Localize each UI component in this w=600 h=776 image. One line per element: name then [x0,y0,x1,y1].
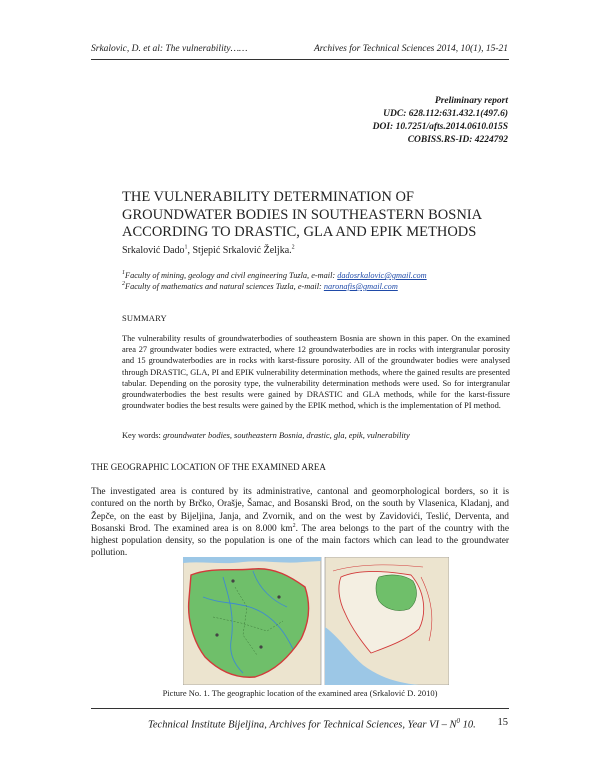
email-link[interactable]: dadosrkalovic@gmail.com [337,271,427,280]
location-map-figure [183,557,449,685]
author-2-sup: 2 [291,244,295,251]
header-rule [91,59,509,60]
town-marker [259,645,262,648]
footer-rule [91,708,509,709]
affiliations [122,270,427,292]
overview-map [325,557,449,685]
section-paragraph [91,486,509,560]
keywords-label: Key words: [122,431,163,440]
figure-caption: Picture No. 1. The geographic location of the examined area (Srkalović D. 2010) [162,688,438,698]
section-heading: THE GEOGRAPHIC LOCATION OF THE EXAMINED AREA [91,462,326,472]
footer-text: Technical Institute Bijeljina, Archives for Technical Sciences, Year VI – N [148,719,457,731]
paragraph-text: The investigated area is contured by its administrative, cantonal and geomorphological borders, so it is contured on the north by Brčko, Orašje, Šamac, and Bosanski Brod, on the south by Vlasenica, Kladanj, and Žepče, on the east by Bijeljina, Janja, and Zvornik, and on the west by Zavidovići, Teslić, Derventa, and Bosanski Brod. The examined area is on 8.000 km [91,487,509,534]
summary-text: The vulnerability results of groundwaterbodies of southeastern Bosnia are shown in this paper. On the examined area 27 groundwater bodies were extracted, where 12 groundwaterbodies are in rocks with intergranular porosity and 15 groundwaterbodies are in rocks with karst-fissure porosity. All of the groundwater bodies were analysed through DRASTIC, GLA, PI and EPIK vulnerability determination methods, where the gained results are presented tabular. Depending on the porosity type, the vulnerability determination methods were used. So for intergranular groundwaterbodies the best results were gained by DRASTIC and GLA methods, while for the karst-fissure groundwater bodies the best results were gained by the EPIK method, which is the implementation of PI method. [122,334,510,411]
footer-sup: 0 [456,717,461,725]
keywords-text: groundwater bodies, southeastern Bosnia, drastic, gla, epik, vulnerability [162,431,410,440]
area-unit-sup: 2 [292,522,296,529]
affiliation-1 [122,270,427,281]
summary-heading: SUMMARY [122,313,167,323]
author-1: Srkalović Dado [122,245,185,256]
author-2: Stjepić Srkalović Željka. [192,245,292,256]
page-number: 15 [497,717,508,728]
affiliation-sup: 2 [122,281,125,288]
town-marker [231,579,234,582]
doi: DOI: 10.7251/afts.2014.0610.015S [372,122,508,132]
author-1-sup: 1 [184,244,188,251]
running-header-left: Srkalovic, D. et al: The vulnerability…… [91,44,248,54]
location-map [183,557,449,685]
affiliation-2 [122,281,427,292]
paper-title: THE VULNERABILITY DETERMINATION OF GROUNDWATER BODIES IN SOUTHEASTERN BOSNIA ACCORDING TO DRASTIC, GLA AND EPIK METHODS [122,189,482,240]
author-separator: , [187,245,193,256]
paragraph-text-end: . The area belongs to the part of the country with the highest population density, so the population is one of the main factors which can lead to the groundwater pollution. [91,523,509,559]
footer-text-end: 10. [460,719,476,731]
detail-map [183,557,321,685]
keywords [122,431,510,440]
email-link[interactable]: naronafis@gmail.com [323,282,398,291]
running-header-right: Archives for Technical Sciences 2014, 10(1), 15-21 [313,44,508,54]
affiliation-text: Faculty of mathematics and natural sciences Tuzla, e-mail: [125,282,324,291]
affiliation-text: Faculty of mining, geology and civil engineering Tuzla, e-mail: [125,271,338,280]
author-list [122,245,295,256]
cobiss-id: COBISS.RS-ID: 4224792 [407,135,508,145]
udc-code: UDC: 628.112:631.432.1(497.6) [383,109,508,119]
town-marker [215,633,218,636]
article-metadata [373,95,508,147]
affiliation-sup: 1 [122,270,125,277]
running-footer [148,717,476,731]
town-marker [277,595,280,598]
report-type: Preliminary report [434,96,508,106]
